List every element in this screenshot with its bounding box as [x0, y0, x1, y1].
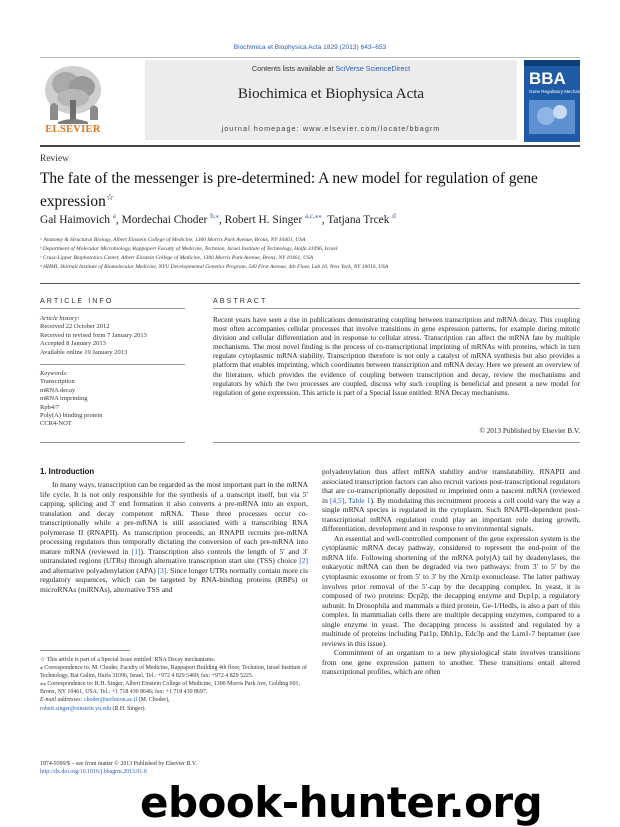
history-entry: Received in revised form 7 January 2013: [40, 331, 147, 339]
paragraph: An essential and well-controlled component of the gene expression system is the cytoplasmic mRNA decay pathway, considered to represent the end-point of the mRNA life. Following shortening of the mRNA poly(A) tail by deadenylases, the eukaryotic mRNA can then be degraded via two pathways: from 3′ to 5′ by the cytoplasmic exosome or from 5′ to 3′ by the Xrn1p exonuclease. The latter pathway involves prior removal of the 5′-cap by the decapping complex. In yeast, it is composed of two proteins: Dcp2p, the decapping enzyme and Dcp1p, a regulatory subunit. In Drosophila and mammals a third protein, Ge-1/Hedls, is also a part of this complex. In mammalian cells there are multiple decapping enzymes, compared to a single enzyme in yeast. The decapping process is assisted and regulated by a multitude of proteins including Pat1p, Dhh1p, Edc3p and the Lsm1-7 heptamer (see reviews in this issue).: [322, 533, 580, 648]
journal-citation[interactable]: Biochimica et Biophysica Acta 1829 (2013) 643–653: [233, 44, 387, 51]
paragraph: [40, 480, 308, 595]
divider: [40, 283, 580, 284]
author-affil-mark[interactable]: b,⁎: [210, 212, 219, 220]
divider: [213, 442, 580, 443]
paragraph: [322, 467, 580, 534]
footnote-rule: [40, 650, 130, 651]
author-name[interactable]: Gal Haimovich: [40, 213, 110, 226]
citation-link[interactable]: [1]: [131, 546, 141, 556]
keywords-label: Keywords:: [40, 370, 68, 377]
footnotes: [40, 656, 308, 713]
cover-subtitle: Gene Regulatory Mechanisms: [529, 89, 590, 94]
doi-link[interactable]: http://dx.doi.org/10.1016/j.bbagrm.2013.01.0: [40, 769, 147, 776]
affiliations: [40, 236, 580, 272]
author-affil-mark[interactable]: a: [112, 212, 116, 220]
journal-title: Biochimica et Biophysica Acta: [237, 86, 425, 102]
abstract-text: Recent years have seen a rise in publications demonstrating coupling between transcription and mRNA decay. This coupling most often accompanies cellular processes that involve transitions in gene expression patterns, for example during mitotic division and cellular differentiation and in response to cellular stress. Transcription can affect the mRNA fate by multiple mechanisms. The most novel finding is the process of co-transcriptional imprinting of mRNAs with proteins, which in turn regulate cytoplasmic mRNA stability. Transcription therefore is not only a catalyst of mRNA synthesis but also provides a platform that enables imprinting, which coordinates between transcription and mRNA decay. Here we present an overview of the literature, which provides the evidence of coupling between transcription and decay, review the mechanisms and regulators by which the two processes are coupled, discuss why such coupling is beneficial and present a new model for regulation of gene expression. This article is part of a Special Issue entitled: RNA Decay mechanisms.: [213, 316, 580, 397]
affiliation: ᵃ Anatomy & Structural Biology, Albert Einstein College of Medicine, 1300 Morris Park Avenue, Bronx, NY 10461, USA: [40, 237, 306, 243]
divider: [213, 308, 580, 309]
text-run: ,: [344, 495, 349, 505]
abstract-heading: ABSTRACT: [213, 296, 268, 305]
history-label: Article history:: [40, 315, 80, 322]
divider: [40, 442, 185, 443]
text-run: ). By modulating this recruitment process a cell could vary the way a single mRNA species is regulated in the cytoplasm. Such RNAPII-dependent post-transcriptional mRNA regulation could play an important role during growth, differentiation, development and in response to environmental signals.: [322, 495, 580, 534]
text-run: and alternative polyadenylation (APA): [40, 565, 158, 575]
footnote: ⁎ Correspondence to: M. Choder, Faculty of Medicine, Rappaport Building 4th floor, Technion, Israel Institute of Technology, Bat Galim, Haifa 31096, Israel. Tel.: +972 4 829 5460; fax: +972 4 829 5225.: [40, 665, 307, 680]
affiliation: ᵇ Department of Molecular Microbiology, Rappaport Faculty of Medicine, Technion, Israel Institute of Technology, Haifa 31096, Israel: [40, 246, 338, 252]
body-column-right: [322, 467, 580, 677]
email-owner: (R.H. Singer).: [111, 705, 146, 712]
footnote: ⁎⁎ Correspondence to: R.H. Singer, Albert Einstein College of Medicine, 1300 Morris Park Ave, Golding 601, Bronx, NY 10461, USA. Tel.: +1 718 430 8646; fax: +1 718 430 8697.: [40, 681, 300, 696]
email-link[interactable]: choder@technion.ac.il: [83, 697, 138, 704]
citation-link[interactable]: [3]: [157, 565, 167, 575]
author-name[interactable]: Mordechai Choder: [121, 213, 208, 226]
article-history: [40, 315, 185, 357]
author-affil-mark[interactable]: d: [392, 212, 396, 220]
table-link[interactable]: Table 1: [348, 495, 371, 505]
keyword: Transcription: [40, 378, 75, 386]
body-column-left: [40, 480, 308, 595]
citation-link[interactable]: [2]: [299, 556, 308, 566]
text-run: In many ways, transcription can be regarded as the most important part in the mRNA life cycle. It is not only responsible for the synthesis of a transcript itself, but via 5′ capping, splicing and 3′ end formation it also converts a pre-mRNA into an export, translation and decay competent mRNA. These three processes occur co-transcriptionally while a pre-mRNA is still associated with a transcribing RNA polymerase II (RNAPII). As transcription proceeds, an RNAPII recruits pre-mRNA processing regulators thus temporally dictating the conversion of each pre-mRNA into mature mRNA (reviewed in: [40, 480, 308, 556]
history-entry: Received 22 October 2012: [40, 323, 110, 331]
article-title-text: The fate of the messenger is pre-determined: A new model for regulation of gene expression: [40, 170, 538, 211]
article-info-heading: ARTICLE INFO: [40, 296, 114, 305]
copyright-line: © 2013 Published by Elsevier B.V.: [479, 427, 580, 435]
page-footer: [40, 760, 308, 776]
journal-cover-image: [524, 60, 590, 142]
divider: [40, 364, 185, 365]
text-run: polyadenylation thus affect mRNA stability and/or translatability. RNAPII and associated transcription factors can also recruit various post-transcriptional regulators that are co-transcriptionally deposited or imprinted onto a nascent mRNA (reviewed in: [322, 467, 580, 505]
text-run: . Since longer UTRs normally contain more cis regulatory sequences, which can be targeted by RNA-binding proteins (RBPs) or microRNAs (miRNAs), alternative TSS and: [40, 565, 308, 595]
keyword: Rpb4/7: [40, 403, 60, 411]
email-link[interactable]: robert.singer@einstein.yu.edu: [40, 705, 112, 712]
contents-available-line: [145, 64, 517, 73]
citation-link[interactable]: [4,5]: [329, 495, 345, 505]
contents-prefix: Contents lists available at: [251, 64, 336, 73]
author-name[interactable]: Tatjana Trcek: [327, 213, 390, 226]
footnote: ☆ This article is part of a Special Issue entitled: RNA Decay mechanisms.: [40, 657, 216, 663]
divider: [40, 308, 185, 309]
section-heading: 1. Introduction: [40, 467, 95, 476]
history-entry: Available online 19 January 2013: [40, 348, 128, 356]
publisher-logo-text: ELSEVIER: [45, 124, 101, 135]
journal-homepage[interactable]: journal homepage: www.elsevier.com/locate/bbagrm: [221, 124, 441, 133]
keyword: mRNA decay: [40, 386, 76, 394]
sciencedirect-link[interactable]: SciVerse ScienceDirect: [335, 64, 411, 73]
keyword: CCR4-NOT: [40, 420, 72, 428]
article-title: [40, 170, 560, 211]
author-name[interactable]: Robert H. Singer: [224, 213, 303, 226]
email-footnote: [40, 696, 308, 704]
history-entry: Accepted 8 January 2013: [40, 340, 106, 348]
title-footnote-mark[interactable]: ☆: [105, 192, 114, 202]
author-list: Gal Haimovich $^a$, Mordechai Choder $^{b,⁎}$, Robert H. Singer $^{a,c,⁎⁎}$, Tatjana Trcek $^d$: [40, 212, 396, 226]
email-owner: (M. Choder),: [137, 697, 170, 704]
cover-title: BBA: [529, 69, 566, 88]
author-affil-mark[interactable]: a,c,⁎⁎: [305, 212, 322, 220]
affiliation: ᵈ HHMI, Skirball Institute of Biomolecular Medicine, NYU Developmental Genetics Program, 540 First Avenue, 4th Floor, Lab 10, New York, NY 10016, USA: [40, 264, 389, 270]
email-footnote: [40, 705, 308, 713]
text-run: ). Transcription also controls the length of 5′ and 3′ untranslated regions (UTRs) through alternative transcription start site (TSS) choice: [40, 546, 308, 566]
keyword: mRNA imprinting: [40, 395, 88, 403]
keywords: [40, 370, 185, 429]
watermark: ebook-hunter.org: [140, 778, 543, 827]
keyword: Poly(A) binding protein: [40, 412, 103, 420]
issn-line: 1874-9399/$ – see front matter © 2013 Published by Elsevier B.V.: [40, 761, 197, 767]
affiliation: ᶜ Cruss-Lipper Biophotonics Center, Albert Einstein College of Medicine, 1300 Morris Park Avenue, Bronx, NY 10461, USA: [40, 255, 314, 261]
article-type: Review: [40, 154, 70, 164]
email-label: E-mail addresses:: [40, 697, 84, 704]
paragraph: Commitment of an organism to a new physiological state involves transitions from one gene expression pattern to another. These transitions entail altered transcriptional profiles, which are often: [322, 648, 580, 677]
